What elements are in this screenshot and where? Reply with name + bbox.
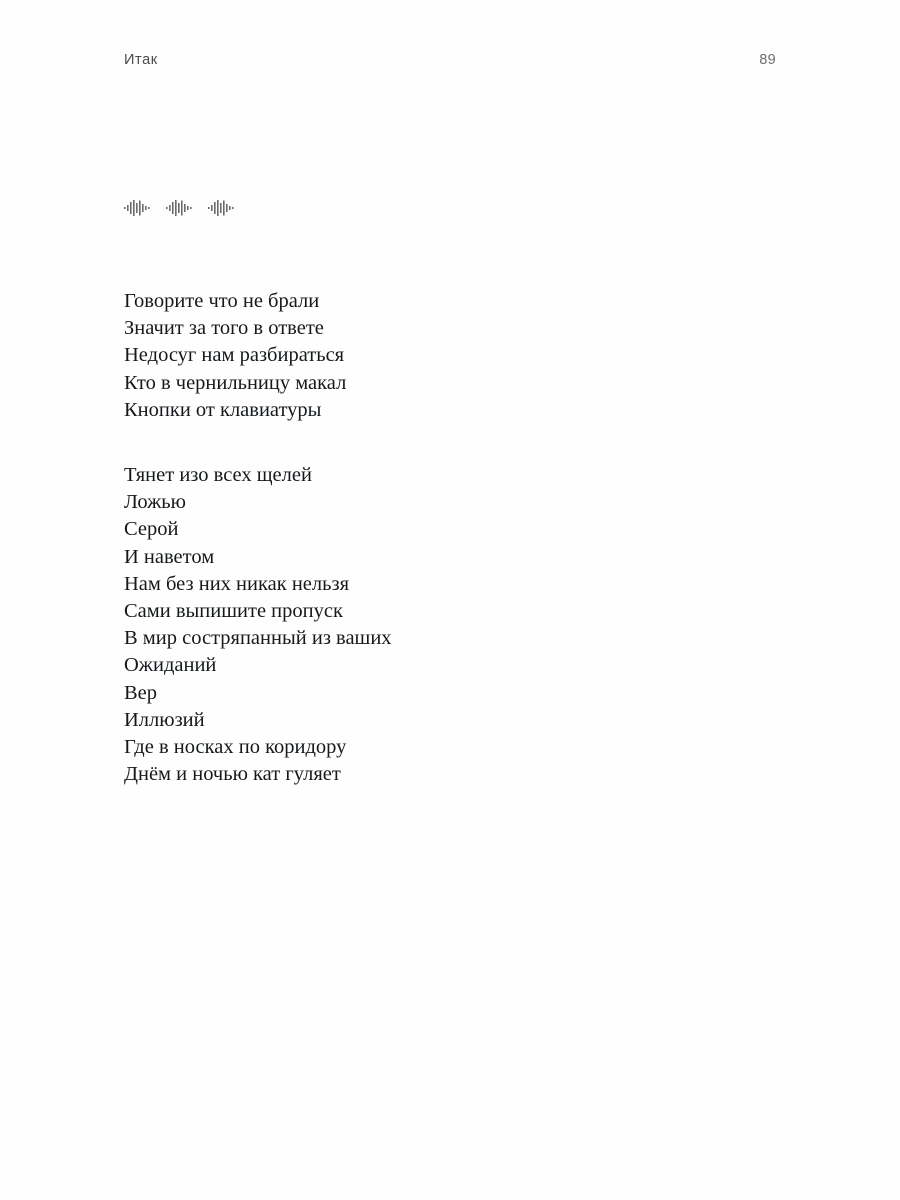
poem-line: Сами выпишите пропуск bbox=[124, 600, 343, 623]
poem-line: В мир состряпанный из ваших bbox=[124, 627, 392, 650]
poem-line: Ложью bbox=[124, 491, 186, 514]
poem-line: Кнопки от клавиатуры bbox=[124, 398, 322, 421]
page-number: 89 bbox=[759, 52, 776, 68]
poem-line: Иллюзий bbox=[124, 708, 205, 731]
poem-line: Тянет изо всех щелей bbox=[124, 464, 312, 487]
poem-line: Недосуг нам разбираться bbox=[124, 344, 345, 367]
poem-line: Ожиданий bbox=[124, 654, 217, 677]
poem-line: Кто в чернильницу макал bbox=[124, 371, 347, 394]
poem-line: Нам без них никак нельзя bbox=[124, 572, 349, 595]
poem-line: Где в носках по коридору bbox=[124, 736, 347, 759]
poem-line: Днём и ночью кат гуляет bbox=[124, 763, 341, 786]
poem-line: Говорите что не брали bbox=[124, 290, 320, 312]
poem-line: И наветом bbox=[124, 545, 215, 568]
section-ornament bbox=[124, 198, 236, 223]
poem-body bbox=[124, 288, 744, 788]
poem-line: Значит за того в ответе bbox=[124, 317, 324, 340]
chapter-title: Итак bbox=[124, 52, 158, 68]
stanza bbox=[124, 462, 744, 788]
stanza bbox=[124, 288, 744, 424]
waveform-ornament-icon bbox=[166, 198, 194, 223]
poem-line: Серой bbox=[124, 518, 179, 541]
poem-line: Вер bbox=[124, 681, 158, 704]
waveform-ornament-icon bbox=[208, 198, 236, 223]
running-head bbox=[124, 52, 776, 74]
waveform-ornament-icon bbox=[124, 198, 152, 223]
